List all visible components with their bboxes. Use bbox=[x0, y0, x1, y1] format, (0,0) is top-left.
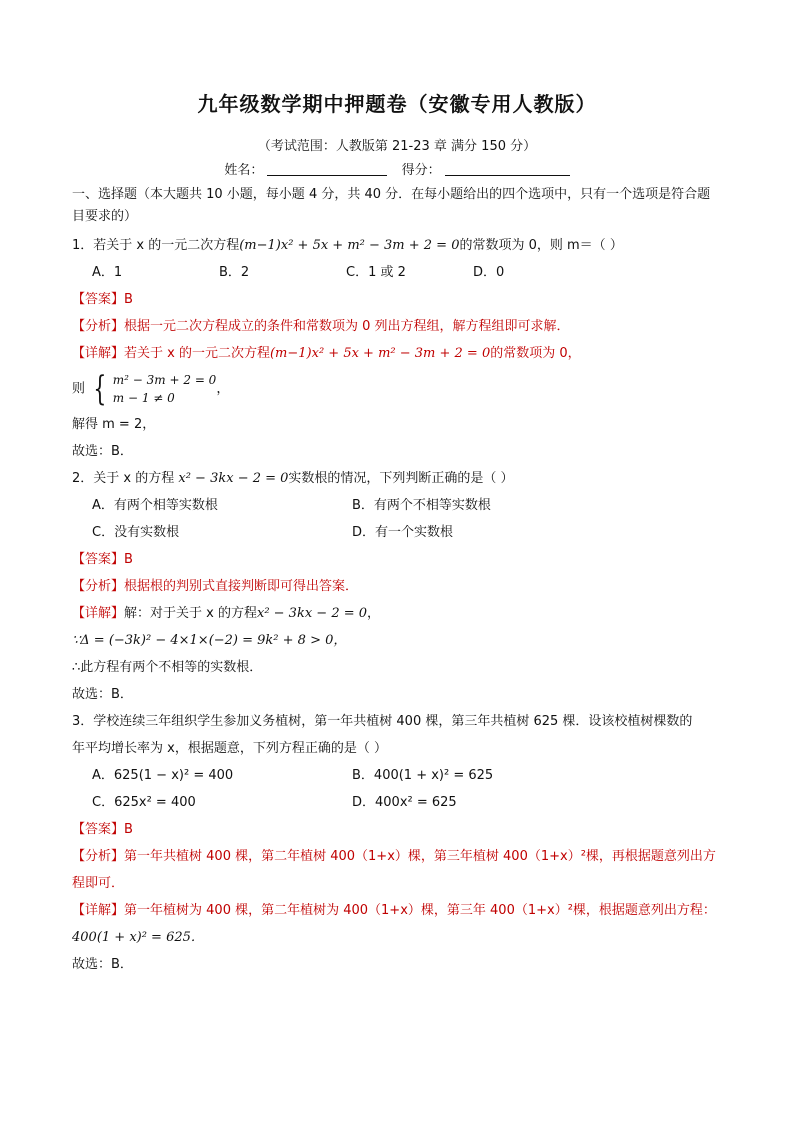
q2-options-row1 bbox=[72, 492, 722, 519]
q3-answer: 【答案】B bbox=[72, 822, 133, 837]
q1-option-b: B．2 bbox=[219, 265, 250, 280]
name-score-row bbox=[72, 159, 722, 178]
page-title: 九年级数学期中押题卷（安徽专用人教版） bbox=[197, 92, 597, 116]
q3-options-row2 bbox=[72, 789, 722, 816]
q1-option-c: C．1 或 2 bbox=[346, 265, 406, 280]
q2-conclusion: ∴此方程有两个不相等的实数根． bbox=[72, 660, 263, 675]
q3-detail-line1: 【详解】第一年植树为 400 棵，第二年植树为 400（1+x）棵，第三年 400（1+x）²棵，根据题意列出方程： bbox=[72, 903, 716, 918]
q3-detail-line2: 400(1 + x)² = 625． bbox=[72, 930, 204, 945]
score-label: 得分： bbox=[401, 163, 441, 178]
q1-option-d: D．0 bbox=[473, 265, 505, 280]
q3-stem-line1: 3．学校连续三年组织学生参加义务植树，第一年共植树 400 棵，第三年共植树 625 棵．设该校植树棵数的 bbox=[72, 714, 693, 729]
q3-stem-line2: 年平均增长率为 x，根据题意，下列方程正确的是（ ） bbox=[72, 741, 387, 756]
q2-option-a: A．有两个相等实数根 bbox=[92, 498, 218, 513]
q1-options bbox=[72, 259, 722, 286]
name-label: 姓名： bbox=[224, 163, 264, 178]
q1-stem: 1．若关于 x 的一元二次方程(m−1)x² + 5x + m² − 3m + 2 = 0的常数项为 0，则 m＝（ ） bbox=[72, 238, 623, 253]
q2-analysis: 【分析】根据根的判别式直接判断即可得出答案． bbox=[72, 579, 359, 594]
q2-option-c: C．没有实数根 bbox=[92, 525, 180, 540]
q3-option-d: D．400x² = 625 bbox=[352, 795, 457, 810]
q3-option-a: A．625(1 − x)² = 400 bbox=[92, 768, 234, 783]
q1-answer: 【答案】B bbox=[72, 292, 133, 307]
section-heading: 一、选择题（本大题共 10 小题，每小题 4 分，共 40 分．在每小题给出的四个选项中，只有一个选项是符合题目要求的） bbox=[72, 187, 711, 224]
q1-detail: 【详解】若关于 x 的一元二次方程(m−1)x² + 5x + m² − 3m + 2 = 0的常数项为 0， bbox=[72, 346, 581, 361]
q1-system-line2: m − 1 ≠ 0 bbox=[112, 391, 175, 405]
q3-options-row1 bbox=[72, 762, 722, 789]
q3-analysis-line1: 【分析】第一年共植树 400 棵，第二年植树 400（1+x）棵，第三年植树 400（1+x）²棵，再根据题意列出方 bbox=[72, 849, 716, 864]
q1-option-a: A．1 bbox=[92, 265, 123, 280]
q1-equation: (m−1)x² + 5x + m² − 3m + 2 = 0 bbox=[239, 238, 460, 253]
exam-scope: （考试范围：人教版第 21-23 章 满分 150 分） bbox=[257, 139, 537, 154]
q3-choose: 故选：B． bbox=[72, 957, 133, 972]
q2-delta: ∵Δ = (−3k)² − 4×1×(−2) = 9k² + 8 > 0， bbox=[72, 633, 347, 648]
q1-system: 则 { m² − 3m + 2 = 0 m − 1 ≠ 0 ， bbox=[72, 369, 230, 409]
name-blank bbox=[267, 163, 387, 176]
q1-analysis: 【分析】根据一元二次方程成立的条件和常数项为 0 列出方程组，解方程组即可求解． bbox=[72, 319, 570, 334]
q3-option-b: B．400(1 + x)² = 625 bbox=[352, 768, 494, 783]
score-blank bbox=[445, 163, 570, 176]
q2-option-b: B．有两个不相等实数根 bbox=[352, 498, 491, 513]
q2-options-row2 bbox=[72, 519, 722, 546]
q2-answer: 【答案】B bbox=[72, 552, 133, 567]
exam-page bbox=[72, 88, 722, 978]
q2-choose: 故选：B． bbox=[72, 687, 133, 702]
q1-system-line1: m² − 3m + 2 = 0 bbox=[112, 373, 217, 387]
q3-option-c: C．625x² = 400 bbox=[92, 795, 196, 810]
q3-analysis-line2: 程即可． bbox=[72, 876, 125, 891]
q2-detail: 【详解】解：对于关于 x 的方程x² − 3kx − 2 = 0， bbox=[72, 606, 381, 621]
q2-option-d: D．有一个实数根 bbox=[352, 525, 454, 540]
q2-stem: 2．关于 x 的方程 x² − 3kx − 2 = 0实数根的情况，下列判断正确的是（ ） bbox=[72, 471, 514, 486]
q1-solve: 解得 m = 2， bbox=[72, 417, 156, 432]
brace-icon: { bbox=[93, 369, 107, 409]
q2-equation: x² − 3kx − 2 = 0 bbox=[178, 471, 289, 486]
q1-choose: 故选：B． bbox=[72, 444, 133, 459]
